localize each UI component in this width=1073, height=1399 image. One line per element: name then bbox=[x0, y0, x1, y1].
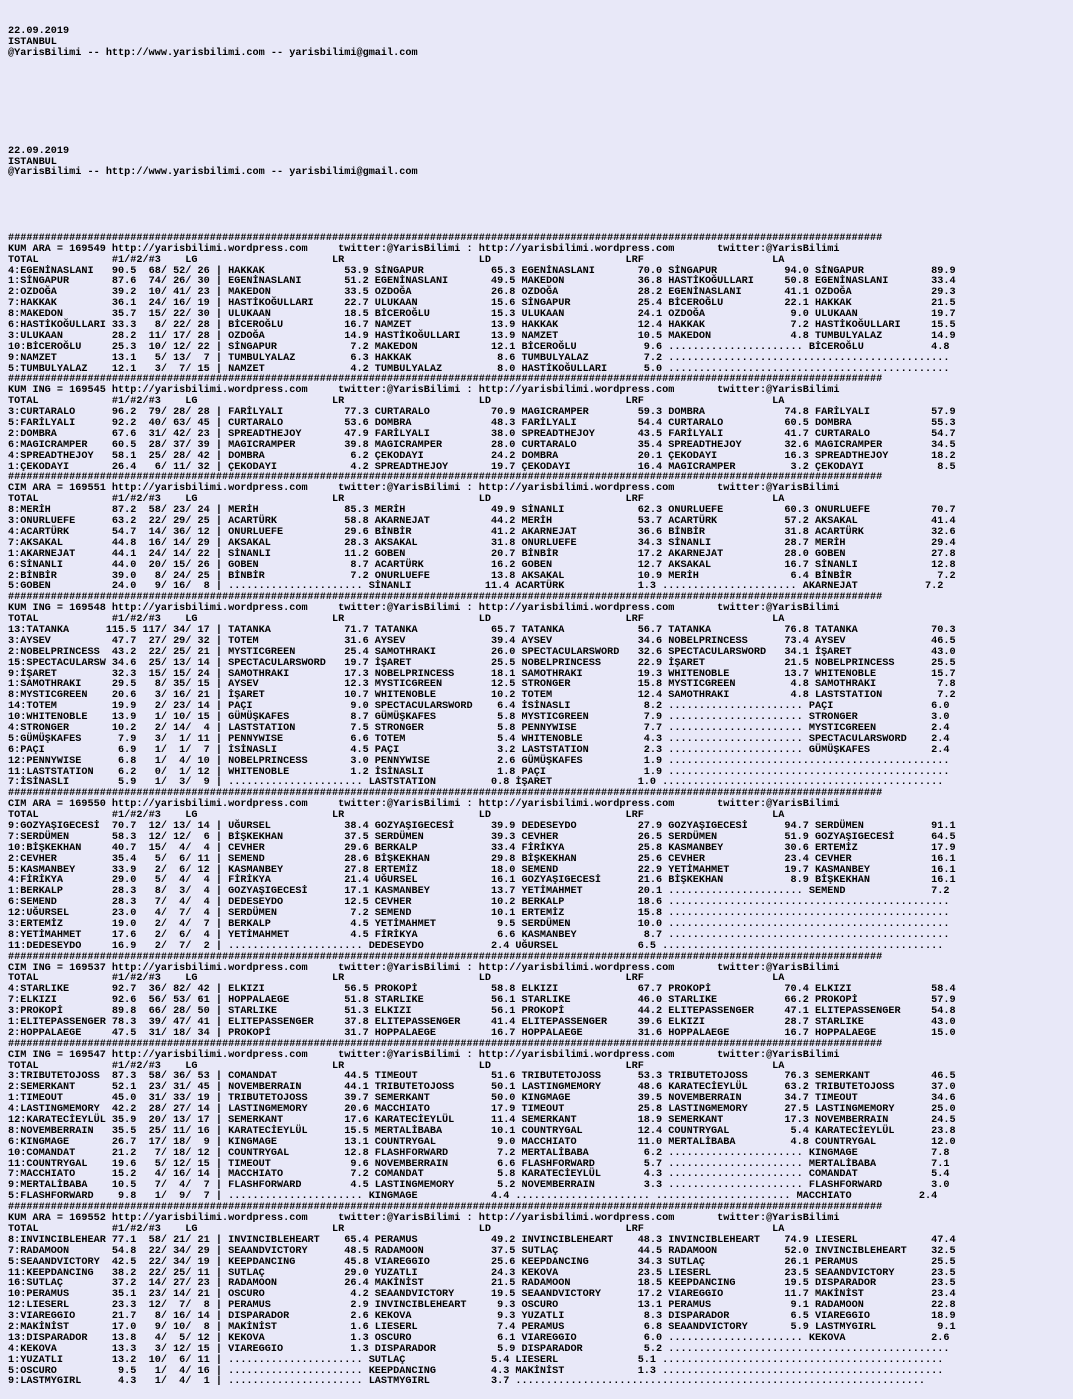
race-title: CIM ING = 169547 http://yarisbilimi.wordpress.com twitter:@YarisBilimi : http://yarisbilimi.wordpress.com twitter:@YarisBilimi bbox=[8, 1049, 840, 1061]
race-title: KUM ING = 169548 http://yarisbilimi.wordpress.com twitter:@YarisBilimi : http://yarisbilimi.wordpress.com twitter:@YarisBilimi bbox=[8, 603, 840, 615]
separator-line: ############################################################################################################################################### bbox=[8, 232, 883, 244]
table-row: 7:MACCHIATO 15.2 4/ 16/ 14 | MACCHIATO 7.2 COMANDAT 5.8 KARATECİEYLÜL 4.3 ...................... COMANDAT 5.4 bbox=[8, 1169, 950, 1181]
separator-line: ############################################################################################################################################### bbox=[8, 374, 883, 386]
table-row: 8:INVINCIBLEHEAR 77.1 58/ 21/ 21 | INVINCIBLEHEART 65.4 PERAMUS 49.2 INVINCIBLEHEART 48.3 INVINCIBLEHEART 74.9 LIESERL 47.4 bbox=[8, 1234, 956, 1246]
table-row: 3:AYSEV 47.7 27/ 29/ 32 | TOTEM 31.6 AYSEV 39.4 AYSEV 34.6 NOBELPRINCESS 73.4 AYSEV 46.5 bbox=[8, 635, 956, 647]
table-row: 10:BİŞKEKHAN 40.7 15/ 4/ 4 | CEVHER 29.6 BERKALP 33.4 FİRİKYA 25.8 KASMANBEY 30.6 ERTEMİZ 17.9 bbox=[8, 842, 956, 854]
table-row: 7:HAKKAK 36.1 24/ 16/ 19 | HASTİKOĞULLARI 22.7 ULUKAAN 15.6 SİNGAPUR 25.4 BİCEROĞLU 22.1 HAKKAK 21.5 bbox=[8, 298, 956, 310]
race-title: CIM ARA = 169551 http://yarisbilimi.wordpress.com twitter:@YarisBilimi : http://yarisbilimi.wordpress.com twitter:@YarisBilimi bbox=[8, 483, 840, 495]
table-row: 1:AKARNEJAT 44.1 24/ 14/ 22 | SİNANLI 11.2 GOBEN 20.7 BİNBİR 17.2 AKARNEJAT 28.0 GOBEN 27.8 bbox=[8, 548, 956, 560]
table-row: 8:MERİH 87.2 58/ 23/ 24 | MERİH 85.3 MERİH 49.9 SİNANLI 62.3 ONURLUEFE 60.3 ONURLUEFE 70.7 bbox=[8, 505, 956, 517]
table-row: 5:FARİLYALI 92.2 40/ 63/ 45 | CURTARALO 53.6 DOMBRA 48.3 FARİLYALI 54.4 CURTARALO 60.5 DOMBRA 55.3 bbox=[8, 418, 956, 430]
table-row: 2:DOMBRA 67.6 31/ 42/ 23 | SPREADTHEJOY 47.9 FARİLYALI 38.0 SPREADTHEJOY 43.5 FARİLYALI 41.7 CURTARALO 54.7 bbox=[8, 428, 956, 440]
separator-line: ############################################################################################################################################### bbox=[8, 951, 883, 963]
table-row: 1:ÇEKODAYI 26.4 6/ 11/ 32 | ÇEKODAYI 4.2 SPREADTHEJOY 19.7 ÇEKODAYI 16.4 MAGICRAMPER 3.2 ÇEKODAYI 8.5 bbox=[8, 461, 956, 473]
race-table bbox=[8, 953, 1073, 1040]
table-row: 7:RADAMOON 54.8 22/ 34/ 29 | SEAANDVICTORY 48.5 RADAMOON 37.5 SUTLAÇ 44.5 RADAMOON 52.0 INVINCIBLEHEART 32.5 bbox=[8, 1245, 956, 1257]
table-row: 1:YUZATLI 13.2 10/ 6/ 11 | ...................... SUTLAÇ 5.4 LIESERL 5.1 .............................................. bbox=[8, 1354, 944, 1366]
table-row: 5:OSCURO 9.5 1/ 4/ 16 | ...................... KEEPDANCING 4.3 MAKİNİST 1.3 .............................................. bbox=[8, 1365, 944, 1377]
table-row: 1:ELITEPASSENGER 78.3 39/ 47/ 41 | ELITEPASSENGER 37.8 ELITEPASSENGER 41.4 ELITEPASSENGER 39.6 ELKIZI 28.7 STARLIKE 43.0 bbox=[8, 1017, 956, 1029]
table-row: 6:PAÇI 6.9 1/ 1/ 7 | İSİNASLI 4.5 PAÇI 3.2 LASTSTATION 2.3 ...................... GÜMÜŞKAFES 2.4 bbox=[8, 744, 950, 756]
table-row: 11:KEEPDANCING 38.2 22/ 25/ 11 | SUTLAÇ 29.0 YUZATLI 24.3 KEKOVA 23.5 LIESERL 23.5 SEAANDVICTORY 23.5 bbox=[8, 1267, 956, 1279]
table-row: 9:GOZYAŞIGECESİ 70.7 12/ 13/ 14 | UĞURSEL 38.4 GOZYAŞIGECESİ 39.9 DEDESEYDO 27.9 GOZYAŞIGECESİ 94.7 SERDÜMEN 91.1 bbox=[8, 820, 956, 832]
table-row: 1:TIMEOUT 45.0 31/ 33/ 19 | TRIBUTETOJOSS 39.7 SEMERKANT 50.0 KINGMAGE 39.5 NOVEMBERRAIN 34.7 TIMEOUT 34.6 bbox=[8, 1093, 956, 1105]
race-title: CIM ING = 169537 http://yarisbilimi.wordpress.com twitter:@YarisBilimi : http://yarisbilimi.wordpress.com twitter:@YarisBilimi bbox=[8, 962, 840, 974]
spacer bbox=[8, 81, 1073, 92]
column-header: TOTAL #1/#2/#3 LG LR LD LRF LA bbox=[8, 810, 785, 822]
table-row: 10:BİCEROĞLU 25.3 10/ 12/ 22 | SİNGAPUR 7.2 MAKEDON 12.1 BİCEROĞLU 9.6 ...................... BİCEROĞLU 4.8 bbox=[8, 341, 950, 353]
race-table bbox=[8, 234, 1073, 376]
table-row: 8:NOVEMBERRAIN 35.5 25/ 11/ 16 | KARATECİEYLÜL 15.5 MERTALİBABA 10.1 COUNTRYGAL 12.4 COUNTRYGAL 5.4 KARATECİEYLÜL 23.8 bbox=[8, 1125, 956, 1137]
column-header: TOTAL #1/#2/#3 LG LR LD LRF LA bbox=[8, 973, 785, 985]
table-row: 2:SEMERKANT 52.1 23/ 31/ 45 | NOVEMBERRAIN 44.1 TRIBUTETOJOSS 50.1 LASTINGMEMORY 48.6 KARATECİEYLÜL 63.2 TRIBUTETOJOSS 37.0 bbox=[8, 1082, 956, 1094]
race-title: KUM ING = 169545 http://yarisbilimi.wordpress.com twitter:@YarisBilimi : http://yarisbilimi.wordpress.com twitter:@YarisBilimi bbox=[8, 385, 840, 397]
report-header-repeat bbox=[8, 147, 1073, 180]
table-row: 5:KASMANBEY 33.9 2/ 6/ 12 | KASMANBEY 27.8 ERTEMİZ 18.0 SEMEND 22.9 YETİMAHMET 19.7 KASMANBEY 16.1 bbox=[8, 864, 956, 876]
table-row: 16:SUTLAÇ 37.2 14/ 27/ 23 | RADAMOON 26.4 MAKİNİST 21.5 RADAMOON 18.5 KEEPDANCING 19.5 DISPARADOR 23.5 bbox=[8, 1278, 956, 1290]
table-row: 11:DEDESEYDO 16.9 2/ 7/ 2 | ...................... DEDESEYDO 2.4 UĞURSEL 6.5 .............................................. bbox=[8, 940, 944, 952]
table-row: 2:OZDOĞA 39.2 10/ 41/ 23 | MAKEDON 33.5 OZDOĞA 26.8 OZDOĞA 28.2 EGENİNASLANI 41.1 OZDOĞA 29.3 bbox=[8, 287, 956, 299]
table-row: 13:TATANKA 115.5 117/ 34/ 17 | TATANKA 71.7 TATANKA 65.7 TATANKA 56.7 TATANKA 76.8 TATANKA 70.3 bbox=[8, 624, 956, 636]
header-line: @YarisBilimi -- http://www.yarisbilimi.com -- yarisbilimi@gmail.com bbox=[8, 167, 418, 179]
race-table bbox=[8, 1203, 1073, 1388]
header-line: 22.09.2019 bbox=[8, 25, 70, 37]
table-row: 9:MERTALİBABA 10.5 7/ 4/ 7 | FLASHFORWARD 4.5 LASTINGMEMORY 5.2 NOVEMBERRAIN 3.3 ...................... FLASHFORWARD 3.0 bbox=[8, 1180, 950, 1192]
race-table bbox=[8, 375, 1073, 473]
table-row: 12:UĞURSEL 23.0 4/ 7/ 4 | SERDÜMEN 7.2 SEMEND 10.1 ERTEMİZ 15.8 .............................................. bbox=[8, 908, 950, 920]
column-header: TOTAL #1/#2/#3 LG LR LD LRF LA bbox=[8, 1223, 785, 1235]
column-header: TOTAL #1/#2/#3 LG LR LD LRF LA bbox=[8, 1060, 785, 1072]
table-row: 7:SERDÜMEN 58.3 12/ 12/ 6 | BİŞKEKHAN 37.5 SERDÜMEN 39.3 CEVHER 26.5 SERDÜMEN 51.9 GOZYAŞIGECESİ 64.5 bbox=[8, 831, 956, 843]
table-row: 5:SEAANDVICTORY 42.5 22/ 34/ 19 | KEEPDANCING 45.8 VIAREGGIO 25.6 KEEPDANCING 34.3 SUTLAÇ 26.1 PERAMUS 25.5 bbox=[8, 1256, 956, 1268]
header-line: ISTANBUL bbox=[8, 156, 57, 168]
table-row: 13:DISPARADOR 13.8 4/ 5/ 12 | KEKOVA 1.3 OSCURO 6.1 VIAREGGIO 6.0 ...................... KEKOVA 2.6 bbox=[8, 1332, 950, 1344]
table-row: 10:WHITENOBLE 13.9 1/ 10/ 15 | GÜMÜŞKAFES 8.7 GÜMÜŞKAFES 5.8 MYSTICGREEN 7.9 ...................... STRONGER 3.0 bbox=[8, 712, 950, 724]
race-list bbox=[8, 234, 1073, 1388]
table-row: 5:TUMBULYALAZ 12.1 3/ 7/ 15 | NAMZET 4.2 TUMBULYALAZ 8.0 HASTİKOĞULLARI 5.0 .............................................. bbox=[8, 363, 950, 375]
table-row: 7:İSİNASLI 5.9 1/ 3/ 9 | ...................... LASTSTATION 0.8 İŞARET 1.0 .............................................. bbox=[8, 777, 944, 789]
report-header bbox=[8, 27, 1073, 60]
table-row: 11:COUNTRYGAL 19.6 5/ 12/ 15 | TIMEOUT 9.6 NOVEMBERRAIN 6.6 FLASHFORWARD 5.7 ...................... MERTALİBABA 7.1 bbox=[8, 1158, 950, 1170]
table-row: 7:ELKIZI 92.6 56/ 53/ 61 | HOPPALAEGE 51.8 STARLIKE 56.1 STARLIKE 46.0 STARLIKE 66.2 PROKOPİ 57.9 bbox=[8, 995, 956, 1007]
separator-line: ############################################################################################################################################### bbox=[8, 1202, 883, 1214]
table-row: 10:PERAMUS 35.1 23/ 14/ 21 | OSCURO 4.2 SEAANDVICTORY 19.5 SEAANDVICTORY 17.2 VIAREGGIO 11.7 MAKİNİST 23.4 bbox=[8, 1289, 956, 1301]
table-row: 6:HASTİKOĞULLARI 33.3 8/ 22/ 28 | BİCEROĞLU 16.7 NAMZET 13.9 HAKKAK 12.4 HAKKAK 7.2 HASTİKOĞULLARI 15.5 bbox=[8, 320, 956, 332]
spacer bbox=[8, 114, 1073, 125]
table-row: 8:MYSTICGREEN 20.6 3/ 16/ 21 | İŞARET 10.7 WHITENOBLE 10.2 TOTEM 12.4 SAMOTHRAKI 4.8 LASTSTATION 7.2 bbox=[8, 690, 956, 702]
race-title: CIM ARA = 169550 http://yarisbilimi.wordpress.com twitter:@YarisBilimi : http://yarisbilimi.wordpress.com twitter:@YarisBilimi bbox=[8, 799, 840, 811]
table-row: 8:MAKEDON 35.7 15/ 22/ 30 | ULUKAAN 18.5 BİCEROĞLU 15.3 ULUKAAN 24.1 OZDOĞA 9.0 ULUKAAN 19.7 bbox=[8, 309, 956, 321]
table-row: 4:ACARTÜRK 54.7 14/ 36/ 12 | ONURLUEFE 29.6 BİNBİR 41.2 AKARNEJAT 36.6 BİNBİR 31.8 ACARTÜRK 32.6 bbox=[8, 526, 956, 538]
table-row: 1:BERKALP 28.3 8/ 3/ 4 | GOZYAŞIGECESİ 17.1 KASMANBEY 13.7 YETİMAHMET 20.1 ...................... SEMEND 7.2 bbox=[8, 886, 950, 898]
table-row: 4:KEKOVA 13.3 3/ 12/ 15 | VIAREGGIO 1.3 DISPARADOR 5.9 DISPARADOR 5.2 .............................................. bbox=[8, 1343, 950, 1355]
race-table bbox=[8, 1040, 1073, 1203]
race-table bbox=[8, 593, 1073, 789]
spacer bbox=[8, 201, 1073, 212]
table-row: 4:EGENİNASLANI 90.5 68/ 52/ 26 | HAKKAK 53.9 SİNGAPUR 65.3 EGENİNASLANI 70.0 SİNGAPUR 94.0 SİNGAPUR 89.9 bbox=[8, 265, 956, 277]
table-row: 3:ULUKAAN 28.2 11/ 17/ 28 | OZDOĞA 14.9 HASTİKOĞULLARI 13.9 NAMZET 10.5 MAKEDON 4.8 TUMBULYALAZ 14.9 bbox=[8, 330, 956, 342]
table-row: 4:FİRİKYA 29.0 5/ 4/ 4 | FİRİKYA 21.4 UĞURSEL 16.1 GOZYAŞIGECESİ 21.6 BİŞKEKHAN 8.9 BİŞKEKHAN 16.1 bbox=[8, 875, 956, 887]
table-row: 9:LASTMYGIRL 4.3 1/ 4/ 1 | ...................... LASTMYGIRL 3.7 ................................................................... bbox=[8, 1376, 926, 1388]
table-row: 14:TOTEM 19.9 2/ 23/ 14 | PAÇI 9.0 SPECTACULARSWORD 6.4 İSİNASLI 8.2 ...................... PAÇI 6.0 bbox=[8, 701, 950, 713]
header-line: ISTANBUL bbox=[8, 36, 57, 48]
table-row: 11:LASTSTATION 6.2 0/ 1/ 12 | WHITENOBLE 1.2 İSİNASLI 1.8 PAÇI 1.9 .............................................. bbox=[8, 766, 950, 778]
column-header: TOTAL #1/#2/#3 LG LR LD LRF LA bbox=[8, 396, 785, 408]
race-table bbox=[8, 789, 1073, 952]
table-row: 2:HOPPALAEGE 47.5 31/ 18/ 34 | PROKOPİ 31.7 HOPPALAEGE 16.7 HOPPALAEGE 31.6 HOPPALAEGE 16.7 HOPPALAEGE 15.0 bbox=[8, 1027, 956, 1039]
table-row: 5:GÜMÜŞKAFES 7.9 3/ 1/ 11 | PENNYWISE 6.6 TOTEM 5.4 WHITENOBLE 4.3 ...................... SPECTACULARSWORD 2.4 bbox=[8, 733, 950, 745]
table-row: 5:GOBEN 24.0 9/ 16/ 8 | ...................... SİNANLI 11.4 ACARTÜRK 1.3 ...................... AKARNEJAT 7.2 bbox=[8, 581, 944, 593]
table-row: 4:STRONGER 10.2 2/ 14/ 4 | LASTSTATION 7.5 STRONGER 5.8 PENNYWISE 7.7 ...................... MYSTICGREEN 2.4 bbox=[8, 722, 950, 734]
table-row: 3:PROKOPİ 89.8 66/ 28/ 50 | STARLIKE 51.3 ELKIZI 56.1 PROKOPİ 44.2 ELITEPASSENGER 47.1 ELITEPASSENGER 54.8 bbox=[8, 1006, 956, 1018]
table-row: 3:CURTARALO 96.2 79/ 28/ 28 | FARİLYALI 77.3 CURTARALO 70.9 MAGICRAMPER 59.3 DOMBRA 74.8 FARİLYALI 57.9 bbox=[8, 407, 956, 419]
table-row: 9:NAMZET 13.1 5/ 13/ 7 | TUMBULYALAZ 6.3 HAKKAK 8.6 TUMBULYALAZ 7.2 .............................................. bbox=[8, 352, 950, 364]
table-row: 1:SİNGAPUR 87.6 74/ 26/ 30 | EGENİNASLANI 51.2 EGENİNASLANI 49.5 MAKEDON 36.8 HASTİKOĞULLARI 50.8 EGENİNASLANI 33.4 bbox=[8, 276, 956, 288]
column-header: TOTAL #1/#2/#3 LG LR LD LRF LA bbox=[8, 494, 785, 506]
header-line: 22.09.2019 bbox=[8, 145, 70, 157]
table-row: 4:SPREADTHEJOY 58.1 25/ 28/ 42 | DOMBRA 6.2 ÇEKODAYI 24.2 DOMBRA 20.1 ÇEKODAYI 16.3 SPREADTHEJOY 18.2 bbox=[8, 450, 956, 462]
header-line: @YarisBilimi -- http://www.yarisbilimi.com -- yarisbilimi@gmail.com bbox=[8, 47, 418, 59]
table-row: 2:MAKİNİST 17.0 9/ 10/ 8 | MAKİNİST 1.6 LIESERL 7.4 PERAMUS 6.8 SEAANDVICTORY 5.9 LASTMYGIRL 9.1 bbox=[8, 1321, 956, 1333]
separator-line: ############################################################################################################################################### bbox=[8, 1038, 883, 1050]
table-row: 2:NOBELPRINCESS 43.2 22/ 25/ 21 | MYSTICGREEN 25.4 SAMOTHRAKI 26.0 SPECTACULARSWORD 32.6 SPECTACULARSWORD 34.1 İŞARET 43.0 bbox=[8, 646, 956, 658]
table-row: 12:PENNYWISE 6.8 1/ 4/ 10 | NOBELPRINCESS 3.0 PENNYWISE 2.6 GÜMÜŞKAFES 1.9 .............................................. bbox=[8, 755, 950, 767]
separator-line: ############################################################################################################################################### bbox=[8, 592, 883, 604]
column-header: TOTAL #1/#2/#3 LG LR LD LRF LA bbox=[8, 614, 785, 626]
table-row: 5:FLASHFORWARD 9.8 1/ 9/ 7 | ...................... KINGMAGE 4.4 ...................... ...................... MACCHIATO 2.4 bbox=[8, 1191, 938, 1203]
table-row: 3:ERTEMİZ 19.0 2/ 4/ 7 | BERKALP 4.5 YETİMAHMET 9.5 SERDÜMEN 10.0 .............................................. bbox=[8, 919, 950, 930]
table-row: 4:STARLIKE 92.7 36/ 82/ 42 | ELKIZI 56.5 PROKOPİ 58.8 ELKIZI 67.7 PROKOPİ 70.4 ELKIZI 58.4 bbox=[8, 984, 956, 996]
table-row: 3:ONURLUEFE 63.2 22/ 29/ 25 | ACARTÜRK 58.8 AKARNEJAT 44.2 MERİH 53.7 ACARTÜRK 57.2 AKSAKAL 41.4 bbox=[8, 516, 956, 528]
table-row: 2:BİNBİR 39.0 8/ 24/ 25 | BİNBİR 7.2 ONURLUEFE 13.8 AKSAKAL 10.9 MERİH 6.4 BİNBİR 7.2 bbox=[8, 570, 956, 582]
race-title: KUM ARA = 169552 http://yarisbilimi.wordpress.com twitter:@YarisBilimi : http://yarisbilimi.wordpress.com twitter:@YarisBilimi bbox=[8, 1213, 840, 1225]
table-row: 12:LIESERL 23.3 12/ 7/ 8 | PERAMUS 2.9 INVINCIBLEHEART 9.3 OSCURO 13.1 PERAMUS 9.1 RADAMOON 22.8 bbox=[8, 1300, 956, 1312]
table-row: 9:İŞARET 32.3 15/ 15/ 24 | SAMOTHRAKI 17.3 NOBELPRINCESS 18.1 SAMOTHRAKI 19.3 WHITENOBLE 13.7 WHITENOBLE 15.7 bbox=[8, 668, 956, 680]
table-row: 6:KINGMAGE 26.7 17/ 18/ 9 | KINGMAGE 13.1 COUNTRYGAL 9.0 MACCHIATO 11.0 MERTALİBABA 4.8 COUNTRYGAL 12.0 bbox=[8, 1136, 956, 1148]
table-row: 1:SAMOTHRAKI 29.5 8/ 35/ 15 | AYSEV 12.3 MYSTICGREEN 12.5 STRONGER 15.8 MYSTICGREEN 4.8 SAMOTHRAKI 7.8 bbox=[8, 679, 956, 691]
table-row: 3:VIAREGGIO 21.7 8/ 16/ 14 | DISPARADOR 2.6 KEKOVA 9.3 YUZATLI 8.3 DISPARADOR 6.5 VIAREGGIO 18.9 bbox=[8, 1311, 956, 1323]
table-row: 6:MAGICRAMPER 60.5 28/ 37/ 39 | MAGICRAMPER 39.8 MAGICRAMPER 28.0 CURTARALO 35.4 SPREADTHEJOY 32.6 MAGICRAMPER 34.5 bbox=[8, 439, 956, 451]
table-row: 8:YETİMAHMET 17.6 2/ 6/ 4 | YETİMAHMET 4.5 FİRİKYA 6.6 KASMANBEY 8.7 .............................................. bbox=[8, 929, 950, 941]
separator-line: ############################################################################################################################################### bbox=[8, 472, 883, 484]
table-row: 12:KARATECİEYLÜL 35.9 20/ 13/ 17 | SEMERKANT 17.6 KARATECİEYLÜL 11.4 SEMERKANT 18.9 SEMERKANT 17.3 NOVEMBERRAIN 24.5 bbox=[8, 1115, 956, 1127]
table-row: 15:SPECTACULARSW 34.6 25/ 13/ 14 | SPECTACULARSWORD 19.7 İŞARET 25.5 NOBELPRINCESS 22.9 İŞARET 21.5 NOBELPRINCESS 25.5 bbox=[8, 657, 956, 669]
table-row: 6:SİNANLI 44.0 20/ 15/ 26 | GOBEN 8.7 ACARTÜRK 16.2 GOBEN 12.7 AKSAKAL 16.7 SİNANLI 12.8 bbox=[8, 559, 956, 571]
table-row: 7:AKSAKAL 44.8 16/ 14/ 29 | AKSAKAL 28.3 AKSAKAL 31.8 ONURLUEFE 34.3 SİNANLI 28.7 MERİH 29.4 bbox=[8, 537, 956, 549]
race-title: KUM ARA = 169549 http://yarisbilimi.wordpress.com twitter:@YarisBilimi : http://yarisbilimi.wordpress.com twitter:@YarisBilimi bbox=[8, 243, 840, 255]
table-row: 4:LASTINGMEMORY 42.2 28/ 27/ 14 | LASTINGMEMORY 20.6 MACCHIATO 17.9 TIMEOUT 25.8 LASTINGMEMORY 27.5 LASTINGMEMORY 25.0 bbox=[8, 1104, 956, 1116]
table-row: 2:CEVHER 35.4 5/ 6/ 11 | SEMEND 28.6 BİŞKEKHAN 29.8 BİŞKEKHAN 25.6 CEVHER 23.4 CEVHER 16.1 bbox=[8, 853, 956, 865]
separator-line: ############################################################################################################################################### bbox=[8, 788, 883, 800]
race-table bbox=[8, 473, 1073, 593]
table-row: 3:TRIBUTETOJOSS 87.3 58/ 36/ 53 | COMANDAT 44.5 TIMEOUT 51.6 TRIBUTETOJOSS 53.3 TRIBUTETOJOSS 76.3 SEMERKANT 46.5 bbox=[8, 1071, 956, 1083]
table-row: 6:SEMEND 28.3 7/ 4/ 4 | DEDESEYDO 12.5 CEVHER 10.2 BERKALP 18.6 .............................................. bbox=[8, 897, 950, 909]
column-header: TOTAL #1/#2/#3 LG LR LD LRF LA bbox=[8, 254, 785, 266]
table-row: 10:COMANDAT 21.2 7/ 18/ 12 | COUNTRYGAL 12.8 FLASHFORWARD 7.2 MERTALİBABA 6.2 ...................... KINGMAGE 7.8 bbox=[8, 1147, 950, 1159]
